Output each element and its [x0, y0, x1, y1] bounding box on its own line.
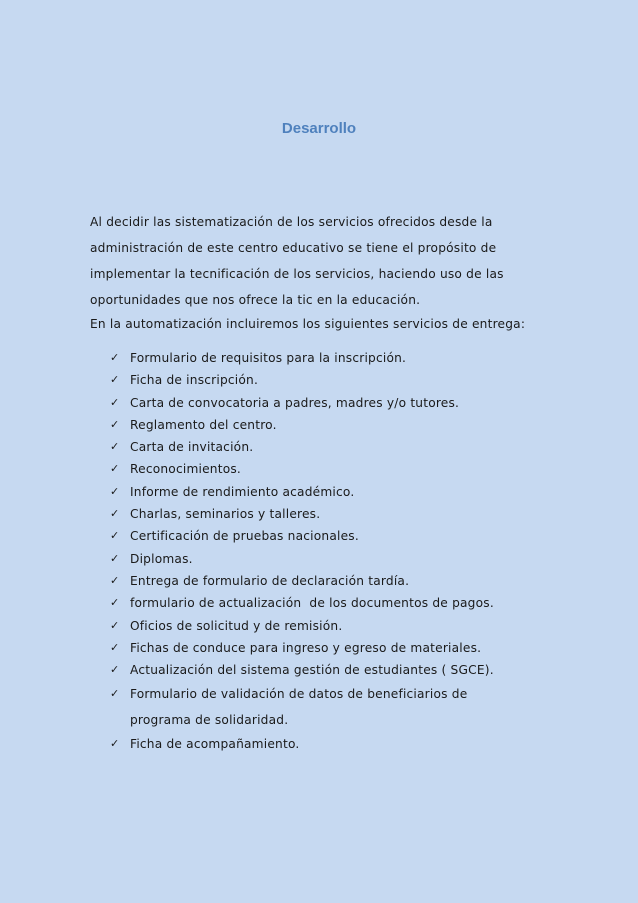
- checkmark-icon: ✓: [110, 596, 120, 610]
- checkmark-icon: ✓: [110, 440, 120, 454]
- list-item-text: Certificación de pruebas nacionales.: [130, 529, 359, 544]
- list-item: [0, 481, 530, 503]
- checkmark-icon: ✓: [110, 663, 120, 677]
- checkmark-icon: ✓: [110, 351, 120, 364]
- list-item-text: Carta de invitación.: [130, 440, 254, 455]
- checkmark-icon: ✓: [110, 687, 120, 701]
- list-item: [0, 615, 530, 637]
- list-item-text: Carta de convocatoria a padres, madres y/o tutores.: [130, 395, 460, 410]
- list-item: [0, 637, 530, 659]
- list-item: [0, 347, 530, 369]
- list-item-text: Ficha de acompañamiento.: [130, 737, 300, 752]
- list-item: [0, 592, 530, 614]
- services-lead-sentence: En la automatización incluiremos los siguientes servicios de entrega:: [90, 317, 526, 331]
- intro-paragraph: [90, 209, 560, 313]
- checkmark-icon: ✓: [110, 462, 120, 476]
- list-item-text: Oficios de solicitud y de remisión.: [130, 618, 343, 633]
- checkmark-icon: ✓: [110, 737, 120, 751]
- checkmark-icon: ✓: [110, 395, 120, 409]
- list-item-text: Reconocimientos.: [130, 462, 241, 477]
- list-item: [0, 570, 530, 592]
- list-item-text: Formulario de requisitos para la inscripción.: [130, 351, 407, 365]
- list-item-text: Charlas, seminarios y talleres.: [130, 507, 321, 522]
- checkmark-icon: ✓: [110, 417, 120, 431]
- checkmark-icon: ✓: [110, 484, 120, 498]
- list-item-text: Formulario de validación de datos de beneficiarios de programa de solidaridad.: [130, 687, 468, 728]
- list-item: [0, 525, 530, 547]
- list-item: [0, 681, 530, 733]
- list-item-text: Fichas de conduce para ingreso y egreso de materiales.: [130, 640, 482, 655]
- services-list: [0, 347, 530, 756]
- list-item-text: Informe de rendimiento académico.: [130, 484, 355, 499]
- list-item: [0, 503, 530, 525]
- checkmark-icon: ✓: [110, 618, 120, 632]
- list-item: [0, 369, 530, 391]
- checkmark-icon: ✓: [110, 551, 120, 565]
- section-title: [0, 120, 638, 137]
- list-item-text: Ficha de inscripción.: [130, 373, 259, 388]
- list-item-text: Diplomas.: [130, 551, 193, 566]
- list-item: [0, 414, 530, 436]
- list-item-text: Entrega de formulario de declaración tardía.: [130, 573, 410, 588]
- list-item: [0, 436, 530, 458]
- checkmark-icon: ✓: [110, 373, 120, 387]
- list-item-text: Actualización del sistema gestión de estudiantes ( SGCE).: [130, 663, 494, 678]
- checkmark-icon: ✓: [110, 507, 120, 521]
- list-item: [0, 548, 530, 570]
- checkmark-icon: ✓: [110, 640, 120, 654]
- list-item: [0, 392, 530, 414]
- checkmark-icon: ✓: [110, 529, 120, 543]
- intro-text: Al decidir las sistematización de los servicios ofrecidos desde la administración de este centro educativo se tiene el propósito de implementar la tecnificación de los servicios, haciendo uso de las oportunidades que nos ofrece la tic en la educación.: [90, 215, 504, 307]
- list-item-text: Reglamento del centro.: [130, 417, 277, 432]
- list-item: [0, 659, 530, 681]
- list-item-text: formulario de actualización de los documentos de pagos.: [130, 596, 494, 611]
- list-item: [0, 733, 530, 755]
- list-item: [0, 458, 530, 480]
- section-title-text: Desarrollo: [281, 120, 357, 137]
- checkmark-icon: ✓: [110, 573, 120, 587]
